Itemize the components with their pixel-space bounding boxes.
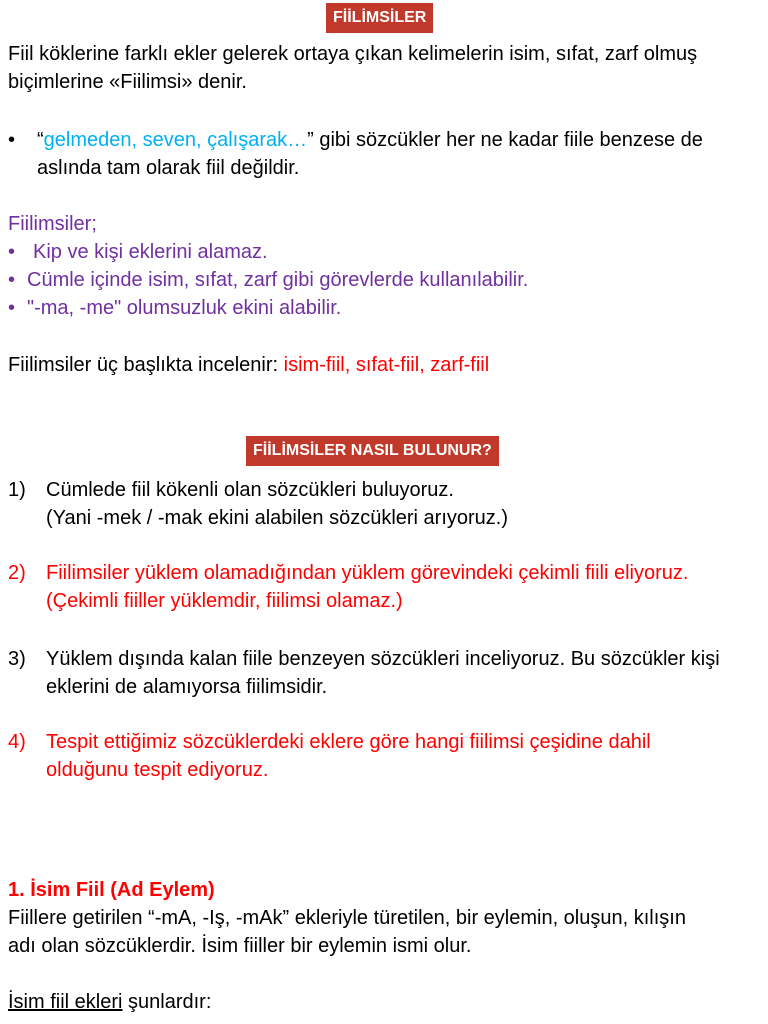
- types-list: isim-fiil, sıfat-fiil, zarf-fiil: [283, 354, 490, 376]
- step-line-1: Cümlede fiil kökenli olan sözcükleri buluyoruz.: [46, 479, 454, 501]
- property-item: [8, 294, 341, 323]
- property-item: [8, 238, 268, 267]
- section-heading: 1. İsim Fiil (Ad Eylem): [8, 879, 215, 901]
- types-line: [8, 351, 489, 380]
- property-text: "-ma, -me" olumsuzluk ekini alabilir.: [27, 297, 342, 319]
- property-bullet: •: [8, 241, 16, 263]
- section-line-1: Fiillere getirilen “-mA, -Iş, -mAk” ekleriyle türetilen, bir eylemin, oluşun, kılışın: [8, 907, 686, 929]
- suffix-line: [8, 988, 211, 1017]
- step-number: 1): [8, 479, 26, 501]
- example-words: gelmeden, seven, çalışarak…: [43, 129, 308, 151]
- property-item: [8, 266, 528, 295]
- step-number: 3): [8, 648, 26, 670]
- bullet-marker: •: [8, 129, 16, 151]
- intro-line-2: biçimlerine «Fiilimsi» denir.: [8, 71, 247, 93]
- types-prefix: Fiilimsiler üç başlıkta incelenir:: [8, 354, 284, 376]
- howto-badge: FİİLİMSİLER NASIL BULUNUR?: [246, 436, 499, 466]
- bullet-example-line-2: aslında tam olarak fiil değildir.: [37, 157, 300, 179]
- properties-heading: Fiilimsiler;: [8, 213, 97, 235]
- suffix-rest: şunlardır:: [122, 991, 212, 1013]
- step-line-2: (Çekimli fiiller yüklemdir, fiilimsi olamaz.): [46, 590, 403, 612]
- bullet-example-line-1: [37, 126, 703, 155]
- step-line-2: eklerini de alamıyorsa fiilimsidir.: [46, 676, 328, 698]
- title-badge: FİİLİMSİLER: [326, 3, 433, 33]
- step-line-1: Fiilimsiler yüklem olamadığından yüklem görevindeki çekimli fiili eliyoruz.: [46, 562, 689, 584]
- intro-line-1: Fiil köklerine farklı ekler gelerek ortaya çıkan kelimelerin isim, sıfat, zarf olmuş: [8, 43, 698, 65]
- step-line-2: (Yani -mek / -mak ekini alabilen sözcükleri arıyoruz.): [46, 507, 509, 529]
- step-line-1: Tespit ettiğimiz sözcüklerdeki eklere göre hangi fiilimsi çeşidine dahil: [46, 731, 651, 753]
- step-number: 4): [8, 731, 26, 753]
- section-line-2: adı olan sözcüklerdir. İsim fiiller bir eylemin ismi olur.: [8, 935, 472, 957]
- suffix-label: İsim fiil ekleri: [8, 991, 123, 1013]
- property-bullet: •: [8, 269, 16, 291]
- bullet-example-rest: ” gibi sözcükler her ne kadar fiile benzese de: [307, 129, 703, 151]
- step-line-1: Yüklem dışında kalan fiile benzeyen sözcükleri inceliyoruz. Bu sözcükler kişi: [46, 648, 720, 670]
- step-number: 2): [8, 562, 26, 584]
- step-line-2: olduğunu tespit ediyoruz.: [46, 759, 269, 781]
- open-quote: “: [37, 129, 44, 151]
- property-bullet: •: [8, 297, 16, 319]
- property-text: Kip ve kişi eklerini alamaz.: [33, 241, 268, 263]
- property-text: Cümle içinde isim, sıfat, zarf gibi görevlerde kullanılabilir.: [27, 269, 529, 291]
